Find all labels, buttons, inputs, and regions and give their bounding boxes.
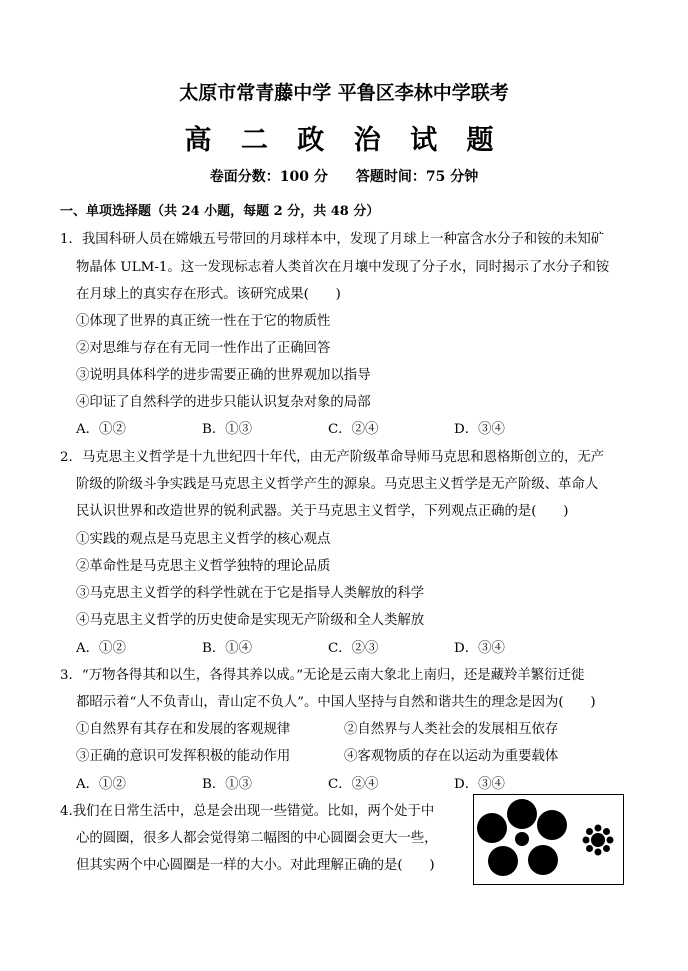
question-2-line: 民认识世界和改造世界的锐利武器。关于马克思主义哲学，下列观点正确的是( ) [76, 504, 569, 519]
question-1-answer-c: C．②④ [328, 422, 379, 437]
score-info: 卷面分数：100 分 [209, 169, 328, 185]
question-1-option: ③说明具体科学的进步需要正确的世界观加以指导 [76, 368, 371, 383]
question-1-answer-b: B．①③ [202, 422, 253, 437]
large-outer-circle [528, 845, 558, 875]
question-3-option: ④客观物质的存在以运动为重要载体 [344, 749, 559, 764]
school-title: 太原市常青藤中学 平鲁区李林中学联考 [179, 82, 509, 104]
question-1-line: 在月球上的真实存在形式。该研究成果( ) [76, 287, 341, 302]
question-1-answer-a: A．①② [76, 422, 126, 437]
small-outer-circle [603, 845, 610, 852]
small-outer-circle [603, 828, 610, 835]
question-1-option: ④印证了自然科学的进步只能认识复杂对象的局部 [76, 395, 371, 410]
question-2-answer-a: A．①② [76, 641, 126, 656]
time-info: 答题时间：75 分钟 [355, 169, 479, 185]
question-3-line: 3．“万物各得其和以生，各得其养以成。”无论是云南大象北上南归，还是藏羚羊繁衍迁徙 [60, 668, 585, 683]
small-outer-circle [595, 849, 602, 856]
exam-meta [0, 166, 688, 186]
question-1-answer-d: D．③④ [454, 422, 505, 437]
large-outer-circle [507, 799, 537, 829]
question-3-option: ①自然界有其存在和发展的客观规律 [76, 722, 291, 737]
question-3-answer-d: D．③④ [454, 777, 505, 792]
question-4-line: 4.我们在日常生活中，总是会出现一些错觉。比如，两个处于中 [60, 804, 435, 819]
question-3-answer-b: B．①③ [202, 777, 253, 792]
question-2-line: 2．马克思主义哲学是十九世纪四十年代，由无产阶级革命导师马克思和恩格斯创立的，无产 [60, 450, 605, 465]
question-2-option: ②革命性是马克思主义哲学独特的理论品质 [76, 559, 331, 574]
question-1-line: 1．我国科研人员在嫦娥五号带回的月球样本中，发现了月球上一种富含水分子和铵的未知矿 [60, 232, 605, 247]
question-1-option: ①体现了世界的真正统一性在于它的物质性 [76, 314, 331, 329]
small-outer-circle [586, 845, 593, 852]
illusion-figure [473, 794, 624, 885]
question-1-option: ②对思维与存在有无同一性作出了正确回答 [76, 341, 331, 356]
small-outer-circle [586, 828, 593, 835]
question-2-line: 阶级的阶级斗争实践是马克思主义哲学产生的源泉。马克思主义哲学是无产阶级、革命人 [76, 477, 599, 492]
large-outer-circle [537, 810, 567, 840]
small-outer-circle [607, 837, 614, 844]
exam-title: 高 二 政 治 试 题 [184, 125, 504, 156]
question-2-answer-b: B．①④ [202, 641, 253, 656]
large-outer-circle [488, 846, 518, 876]
left-center-circle [515, 832, 529, 846]
question-2-option: ③马克思主义哲学的科学性就在于它是指导人类解放的科学 [76, 586, 425, 601]
question-3-option: ②自然界与人类社会的发展相互依存 [344, 722, 559, 737]
circles-illusion-image [474, 795, 623, 884]
small-outer-circle [583, 837, 590, 844]
right-center-circle [591, 833, 605, 847]
question-3-option: ③正确的意识可发挥积极的能动作用 [76, 749, 291, 764]
question-3-answer-c: C．②④ [328, 777, 379, 792]
large-outer-circle [477, 813, 507, 843]
section-title: 一、单项选择题（共 24 小题，每题 2 分，共 48 分） [60, 204, 380, 219]
question-3-answer-a: A．①② [76, 777, 126, 792]
question-4-line: 心的圆圈，很多人都会觉得第二幅图的中心圆圈会更大一些， [76, 831, 438, 846]
question-3-line: 都昭示着“人不负青山，青山定不负人”。中国人坚持与自然和谐共生的理念是因为( ) [76, 695, 596, 710]
question-2-option: ①实践的观点是马克思主义哲学的核心观点 [76, 532, 331, 547]
question-1-line: 物晶体 ULM-1。这一发现标志着人类首次在月壤中发现了分子水，同时揭示了水分子和铵 [76, 260, 610, 275]
question-2-option: ④马克思主义哲学的历史使命是实现无产阶级和全人类解放 [76, 613, 425, 628]
small-outer-circle [595, 825, 602, 832]
question-2-answer-c: C．②③ [328, 641, 379, 656]
question-4-line: 但其实两个中心圆圈是一样的大小。对此理解正确的是( ) [76, 858, 435, 873]
question-2-answer-d: D．③④ [454, 641, 505, 656]
